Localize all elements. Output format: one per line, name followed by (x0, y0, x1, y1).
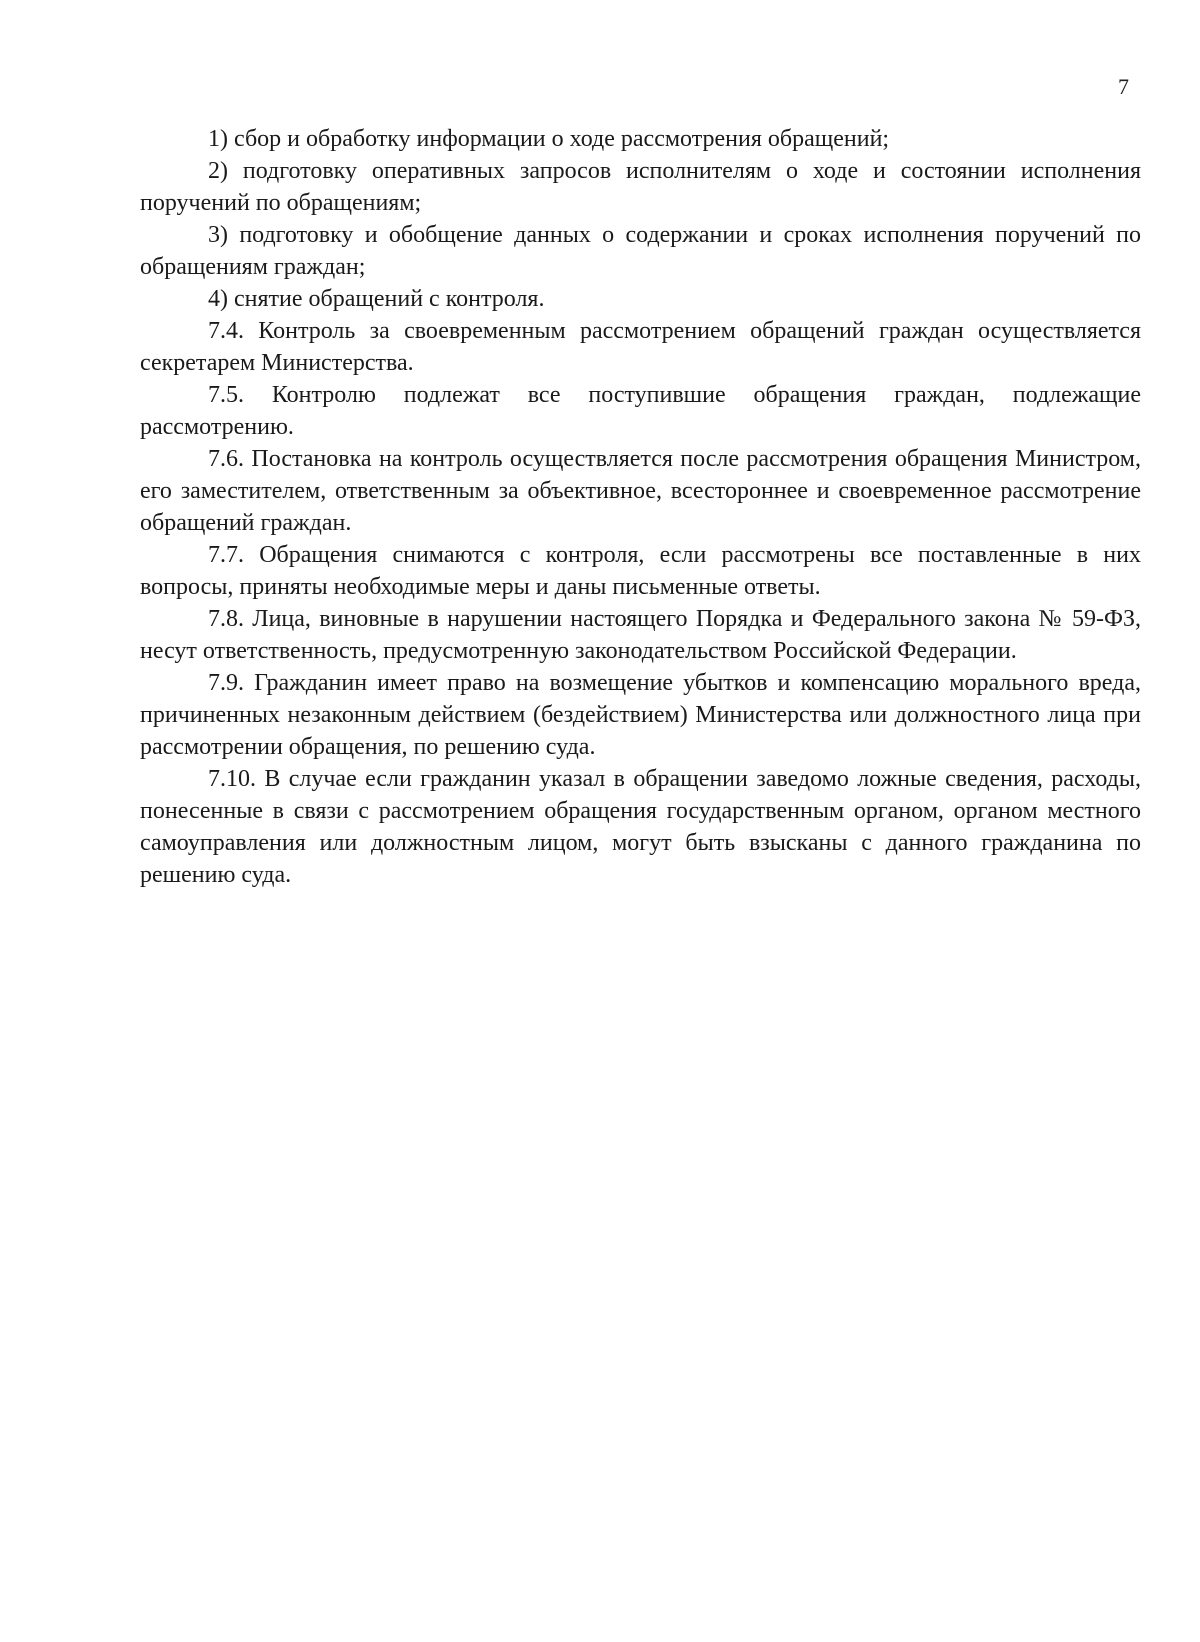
paragraph-item-1: 1) сбор и обработку информации о ходе рассмотрения обращений; (208, 126, 890, 152)
paragraph-7-8: 7.8. Лица, виновные в нарушении настоящего Порядка и Федерального закона № 59-ФЗ, несут ответственность, предусмотренную законодательством Российской Федерации. (140, 606, 1141, 664)
document-body (140, 123, 1141, 891)
paragraph-7-4: 7.4. Контроль за своевременным рассмотрением обращений граждан осуществляется секретарем Министерства. (140, 318, 1141, 376)
paragraph-7-10: 7.10. В случае если гражданин указал в обращении заведомо ложные сведения, расходы, понесенные в связи с рассмотрением обращения государственным органом, органом местного самоуправления или должностным лицом, могут быть взысканы с данного гражданина по решению суда. (140, 766, 1141, 888)
page-number: 7 (1118, 74, 1129, 99)
paragraph-item-3: 3) подготовку и обобщение данных о содержании и сроках исполнения поручений по обращениям граждан; (140, 222, 1141, 280)
paragraph-7-6: 7.6. Постановка на контроль осуществляется после рассмотрения обращения Министром, его заместителем, ответственным за объективное, всестороннее и своевременное рассмотрение обращений граждан. (140, 446, 1141, 536)
paragraph-7-5: 7.5. Контролю подлежат все поступившие обращения граждан, подлежащие рассмотрению. (140, 382, 1141, 440)
paragraph-item-2: 2) подготовку оперативных запросов исполнителям о ходе и состоянии исполнения поручений по обращениям; (140, 158, 1141, 216)
paragraph-item-4: 4) снятие обращений с контроля. (208, 286, 545, 312)
paragraph-7-7: 7.7. Обращения снимаются с контроля, если рассмотрены все поставленные в них вопросы, приняты необходимые меры и даны письменные ответы. (140, 542, 1141, 600)
paragraph-7-9: 7.9. Гражданин имеет право на возмещение убытков и компенсацию морального вреда, причиненных незаконным действием (бездействием) Министерства или должностного лица при рассмотрении обращения, по решению суда. (140, 670, 1141, 760)
